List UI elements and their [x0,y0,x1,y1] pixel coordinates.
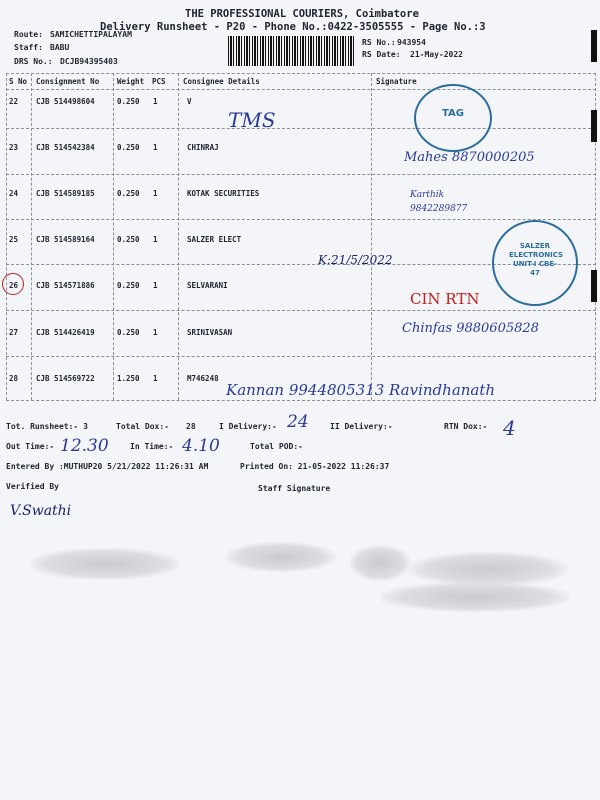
smudge [380,582,570,612]
drs-label: DRS No.: [14,57,53,66]
row-consignee: SRINIVASAN [187,328,233,337]
route-label: Route: [14,30,43,39]
row-handwritten-note: K:21/5/2022 [318,253,393,267]
row-consignment: CJB 514569722 [36,374,95,383]
out-time-value: 12.30 [60,436,109,456]
rs-no-value: 943954 [397,38,426,47]
row-sno: 28 [9,374,19,383]
col-rule [113,73,114,400]
row-consignment: CJB 514542384 [36,143,95,152]
col-rule [371,73,372,400]
row-handwritten-note: CIN RTN [410,290,480,308]
row-handwritten-note: Kannan 9944805313 Ravindhanath [226,381,496,399]
col-header-consignment: Consignment No [36,77,100,86]
row-weight: 0.250 [117,189,140,198]
col-rule [31,73,32,400]
rtn-dox-label: RTN Dox:- [444,422,488,431]
row-weight: 1.250 [117,374,140,383]
printed-on: Printed On: 21-05-2022 11:26:37 [240,462,390,471]
col-header-consignee: Consignee Details [183,77,260,86]
row-sno: 22 [9,97,19,106]
staff-label: Staff: [14,43,43,52]
smudge [226,542,336,572]
rs-date-value: 21-May-2022 [410,50,463,59]
row-rule [6,219,596,220]
table-top-rule [6,73,596,74]
col-header-pcs: PCS [152,77,166,86]
table-bottom-rule [6,400,596,401]
row-consignee: SELVARANI [187,281,228,290]
col-rule [6,73,7,400]
total-pod-label: Total POD:- [250,442,303,451]
row-weight: 0.250 [117,97,140,106]
in-time-label: In Time:- [130,442,174,451]
i-delivery-value: 24 [287,412,309,432]
row-pcs: 1 [153,328,158,337]
tot-runsheet: Tot. Runsheet:- 3 [6,422,88,431]
col-header-sno: S No [9,77,28,86]
staff-value: BABU [50,43,70,52]
row-sno: 23 [9,143,19,152]
total-dox-label: Total Dox:- [116,422,169,431]
row-consignee: KOTAK SECURITIES [187,189,260,198]
verified-by-label: Verified By [6,482,59,491]
row-consignment: CJB 514589185 [36,189,95,198]
row-pcs: 1 [153,143,158,152]
company-title: THE PROFESSIONAL COURIERS, Coimbatore [185,8,419,20]
row-consignment: CJB 514426419 [36,328,95,337]
row-weight: 0.250 [117,235,140,244]
row-sno: 26 [9,281,19,290]
row-consignment: CJB 514571886 [36,281,95,290]
row-handwritten-note: Mahes 8870000205 [404,150,535,165]
out-time-label: Out Time:- [6,442,55,451]
row-pcs: 1 [153,97,158,106]
row-consignment: CJB 514589164 [36,235,95,244]
row-consignment: CJB 514498604 [36,97,95,106]
rtn-dox-value: 4 [503,416,516,440]
barcode [228,36,354,66]
staff-signature-label: Staff Signature [258,484,331,493]
in-time-value: 4.10 [182,436,220,456]
route-value: SAMICHETTIPALAYAM [50,30,132,39]
row-handwritten-note: Chinfas 9880605828 [402,321,539,336]
salzer-stamp: SALZER ELECTRONICS UNIT-I CBE-47 [492,220,578,306]
table-header-rule [6,89,596,90]
rs-no-label: RS No.: [362,38,396,47]
row-sno: 25 [9,235,19,244]
row-pcs: 1 [153,189,158,198]
row-consignee: CHINRAJ [187,143,219,152]
row-consignee: SALZER ELECT [187,235,242,244]
drs-value: DCJB94395403 [60,57,118,66]
row-rule [6,128,596,129]
col-rule [178,73,179,400]
verified-signature: V.Swathi [10,503,72,519]
ii-delivery-label: II Delivery:- [330,422,393,431]
col-header-signature: Signature [376,77,417,86]
row-consignee: V [187,97,192,106]
row-weight: 0.250 [117,328,140,337]
row-pcs: 1 [153,281,158,290]
row-sno: 24 [9,189,19,198]
row-pcs: 1 [153,374,158,383]
smudge [30,548,180,580]
smudge [350,545,410,581]
i-delivery-label: I Delivery:- [219,422,277,431]
row-pcs: 1 [153,235,158,244]
row-weight: 0.250 [117,281,140,290]
row-rule [6,356,596,357]
tag-stamp: TAG [414,84,492,152]
scan-edge-mark [591,30,597,430]
row-handwritten-note: Karthik 9842289877 [410,190,468,214]
row-rule [6,310,596,311]
row-rule [6,174,596,175]
row-weight: 0.250 [117,143,140,152]
row-consignee: M746248 [187,374,219,383]
rs-date-label: RS Date: [362,50,401,59]
runsheet-subtitle: Delivery Runsheet - P20 - Phone No.:0422-3505555 - Page No.:3 [100,21,486,33]
row-handwritten-note: TMS [228,108,276,132]
row-sno: 27 [9,328,19,337]
smudge [408,552,568,586]
total-dox-value: 28 [186,422,196,431]
col-header-weight: Weight [117,77,145,86]
entered-by: Entered By :MUTHUP20 5/21/2022 11:26:31 AM [6,462,209,471]
